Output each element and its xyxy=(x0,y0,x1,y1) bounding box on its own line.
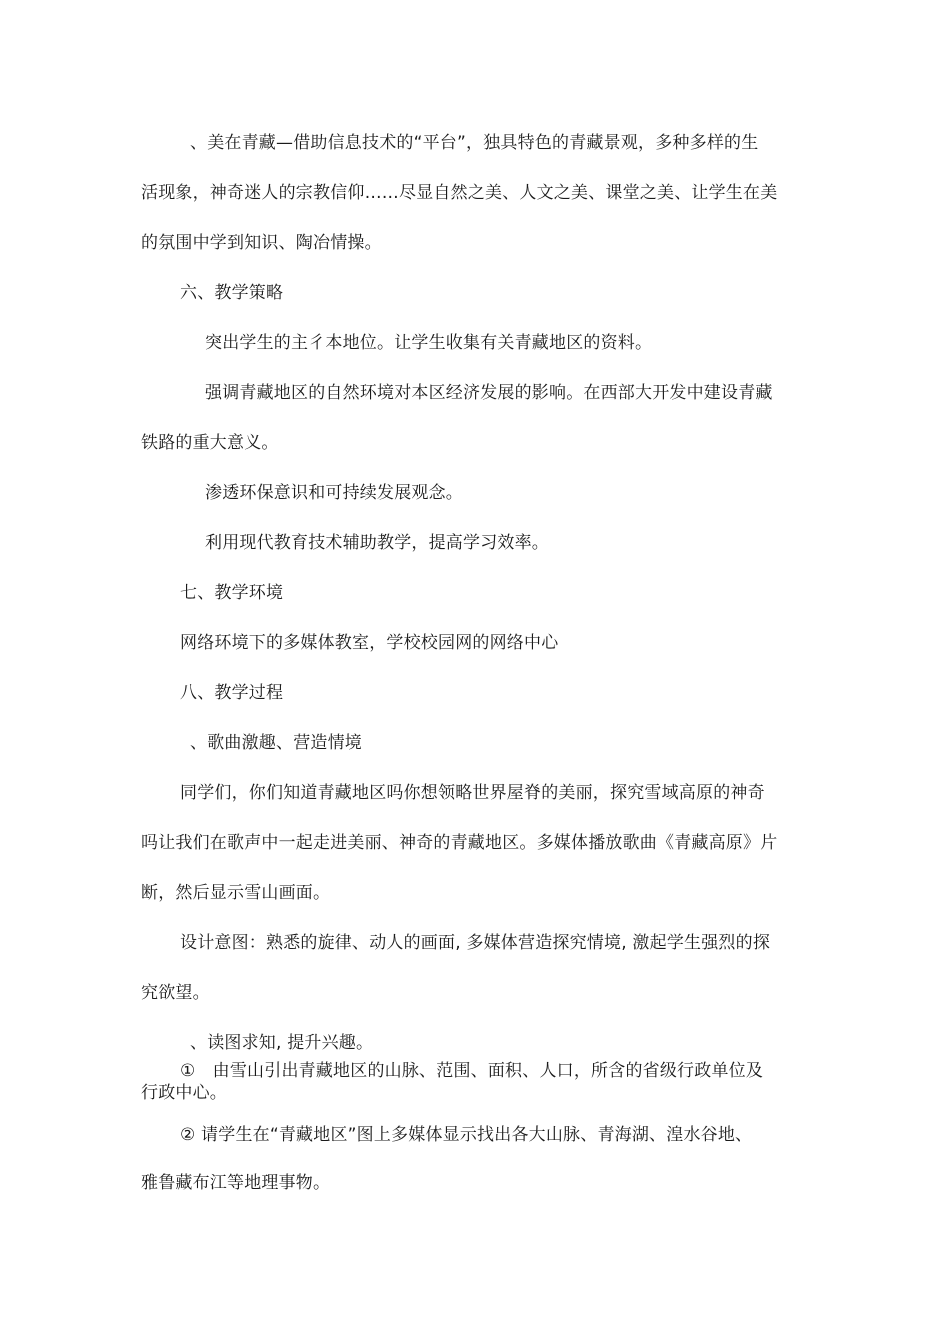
map-item-1-line-2: 行政中心。 xyxy=(141,1083,227,1103)
environment-text: 网络环境下的多媒体教室，学校校园网的网络中心 xyxy=(180,633,559,653)
strategy-item-1: 突出学生的主彳本地位。让学生收集有关青藏地区的资料。 xyxy=(205,333,653,353)
map-item-1-line-1: ① 由雪山引出青藏地区的山脉、范围、面积、人口，所含的省级行政单位及 xyxy=(180,1061,764,1081)
design-intent-line-2: 究欲望。 xyxy=(141,983,210,1003)
strategy-item-3: 渗透环保意识和可持续发展观念。 xyxy=(205,483,463,503)
process-song-line-3: 断，然后显示雪山画面。 xyxy=(141,883,331,903)
design-intent-line-1: 设计意图：熟悉的旋律、动人的画面, 多媒体营造探究情境, 激起学生强烈的探 xyxy=(180,933,771,953)
strategy-item-2-line-1: 强调青藏地区的自然环境对本区经济发展的影响。在西部大开发中建设青藏 xyxy=(205,383,773,403)
paragraph-beauty-line-2: 活现象，神奇迷人的宗教信仰……尽显自然之美、人文之美、课堂之美、让学生在美 xyxy=(141,183,778,203)
paragraph-beauty-line-3: 的氛围中学到知识、陶冶情操。 xyxy=(141,233,382,253)
strategy-item-2-line-2: 铁路的重大意义。 xyxy=(141,433,279,453)
process-subheading-song: 、歌曲激趣、营造情境 xyxy=(190,733,362,753)
process-song-line-2: 吗让我们在歌声中一起走进美丽、神奇的青藏地区。多媒体播放歌曲《青藏高原》片 xyxy=(141,833,778,853)
section-heading-environment: 七、教学环境 xyxy=(180,583,284,603)
section-heading-strategy: 六、教学策略 xyxy=(180,283,284,303)
process-song-line-1: 同学们，你们知道青藏地区吗你想领略世界屋脊的美丽，探究雪域高原的神奇 xyxy=(180,783,765,803)
strategy-item-4: 利用现代教育技术辅助教学，提高学习效率。 xyxy=(205,533,549,553)
map-item-2-line-1: ② 请学生在“青藏地区”图上多媒体显示找出各大山脉、青海湖、湟水谷地、 xyxy=(180,1125,753,1145)
process-subheading-map: 、读图求知, 提升兴趣。 xyxy=(190,1033,374,1053)
paragraph-beauty-line-1: 、美在青藏—借助信息技术的“平台”，独具特色的青藏景观，多种多样的生 xyxy=(190,133,759,153)
map-item-2-line-2: 雅鲁藏布江等地理事物。 xyxy=(141,1173,331,1193)
section-heading-process: 八、教学过程 xyxy=(180,683,284,703)
